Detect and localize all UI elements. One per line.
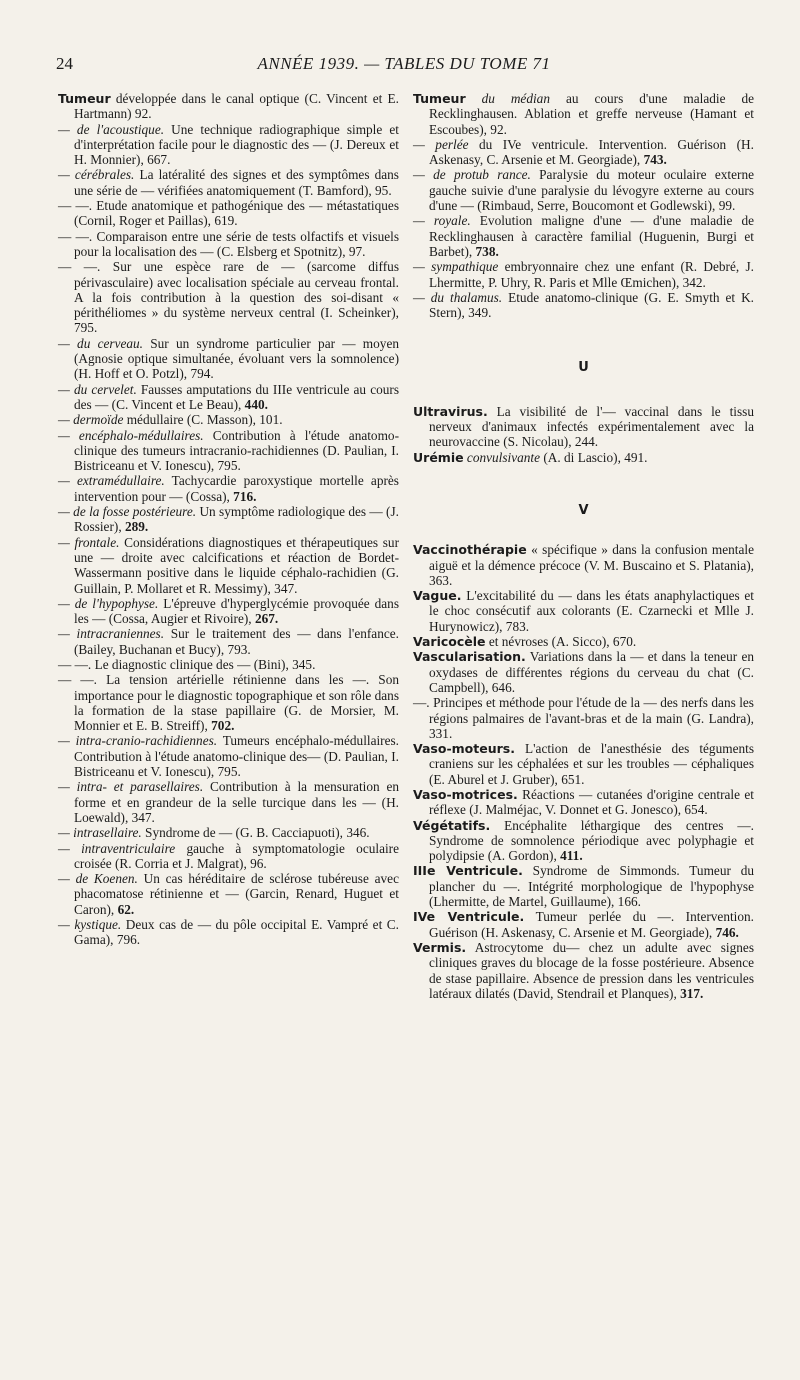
headword: Vaso-motrices. — [413, 786, 518, 802]
index-entry — [413, 289, 754, 321]
headword: Vaso-moteurs. — [413, 741, 515, 757]
index-entry — [413, 909, 754, 940]
index-entry — [413, 786, 754, 818]
entry-text: —. Principes et méthode pour l'étude de la — des nerfs dans les régions palmaires de l'avant-bras et de la main (G. Landra), 331. — [413, 695, 754, 741]
headword: IVe Ventricule. — [413, 909, 525, 925]
index-entry — [413, 588, 754, 634]
headword: Ultravirus. — [413, 403, 488, 419]
entry-text: L'action de l'anesthésie des téguments craniens sur les céphalées et sur les troubles — céphaliques (E. Aburel et J. Gruber), 651. — [429, 741, 754, 787]
entry-text: — —. Etude anatomique et pathogénique des — métastatiques (Cornil, Roger et Paillas), 619. — [58, 198, 399, 229]
subentry: — de protub rance. — [413, 167, 531, 183]
page-ref: 411. — [560, 848, 583, 864]
entry-text: La visibilité de l'— vaccinal dans le tissu nerveux d'animaux infectés expérimentalement avec la neurovaccine (S. Nicolau), 244. — [429, 403, 754, 450]
subentry: — intra-cranio-rachidiennes. — [58, 733, 218, 749]
subentry: — intra- et parasellaires. — [58, 779, 204, 795]
index-entry — [58, 595, 400, 627]
subentry: — de Koenen. — [58, 871, 138, 887]
subentry: — du cerveau. — [58, 335, 144, 351]
headword: Vaccinothérapie — [413, 542, 527, 558]
page-ref: 702. — [211, 718, 235, 734]
entry-text: Contribution à la mensuration en forme et en grandeur de la selle turcique dans les — (H. Loewald), 347. — [74, 779, 399, 825]
index-entry — [413, 91, 754, 137]
entry-text: Etude anatomo-clinique (G. E. Smyth et K. Stern), 349. — [429, 289, 754, 321]
entry-text: L'excitabilité du — dans les états anaphylactiques et le choc consécutif aux colorants (E. Czarnecki et Mlle J. Hurynowicz), 783. — [429, 588, 754, 634]
entry-text: médullaire (C. Masson), 101. — [123, 412, 283, 428]
entry-text: La latéralité des signes et des symptômes dans une série de — vérifiées anatomiquement (T. Bamford), 95. — [74, 167, 399, 198]
index-entry — [58, 335, 399, 382]
entry-text: Fausses amputations du IIIe ventricule au cours des — (C. Vincent et Le Beau), — [74, 381, 399, 412]
right-entries-u — [413, 404, 754, 465]
headword: Vascularisation. — [413, 649, 526, 665]
subentry: — perlée — [413, 136, 469, 152]
entry-text: Evolution maligne d'une — d'une maladie de Recklinghausen à caractère familial (Huguenin, Burgi et Barbet), — [429, 213, 755, 259]
headword: Varicocèle — [413, 634, 486, 650]
right-entries-v — [413, 542, 754, 1001]
page-ref: 62. — [117, 901, 135, 917]
entry-text: Tumeur perlée du —. Intervention. Guérison (H. Askenasy, C. Arsenie et M. Georgiade), — [429, 909, 754, 940]
entry-text: embryonnaire chez une enfant (R. Debré, J. Lhermitte, P. Uhry, R. Paris et Mlle Œmichen), 342. — [429, 259, 755, 290]
index-entry — [413, 817, 754, 864]
page-ref: 746. — [715, 924, 739, 940]
subentry: — sympathique — [413, 259, 499, 275]
subentry: — royale. — [413, 213, 471, 229]
index-entry — [58, 779, 399, 825]
subentry: — cérébrales. — [58, 167, 135, 183]
entry-text: Deux cas de — du pôle occipital E. Vampré et C. Gama), 796. — [74, 917, 399, 948]
entry-text: Syndrome de — (G. B. Cacciapuoti), 346. — [141, 825, 370, 841]
entry-text: Réactions — cutanées d'origine centrale et réflexe (J. Malméjac, V. Donnet et G. Jonesco), 654. — [429, 786, 754, 818]
index-entry — [413, 695, 754, 741]
page-ref: 716. — [233, 488, 257, 504]
section-letter-v: V — [578, 502, 589, 518]
subentry: — intrasellaire. — [58, 825, 142, 841]
page-ref: 267. — [254, 611, 279, 627]
entry-text: « spécifique » dans la confusion mentale aiguë et la démence précoce (V. M. Buscaino et S. Platania), 363. — [429, 542, 754, 588]
entry-text: Un symptôme radiologique des — (J. Rossier), — [74, 504, 399, 535]
index-entry — [413, 449, 754, 465]
index-entry — [58, 656, 399, 672]
index-entry — [58, 917, 399, 948]
index-entry — [413, 741, 754, 787]
entry-text: — —. La tension artérielle rétinienne dans les —. Son importance pour le diagnostic topographique et son rôle dans la formation de la stase papillaire (G. de Morsier, M. Monnier et E. B. Streiff), — [58, 672, 399, 734]
index-entry — [413, 863, 754, 910]
subentry: — de la fosse postérieure. — [58, 504, 197, 520]
entry-text: Paralysie du moteur oculaire externe gauche suivie d'une paralysie du lévogyre externe au cours d'une — (Rimbaud, Serre, Boucomont et Godlewski), 99. — [429, 167, 755, 214]
subentry: du médian — [465, 91, 550, 106]
index-entry — [413, 403, 754, 450]
page-ref: 743. — [643, 152, 667, 168]
running-head — [56, 54, 752, 78]
subentry: — kystique. — [58, 917, 122, 933]
page-ref: 440. — [244, 396, 268, 412]
headword: IIIe Ventricule. — [413, 863, 523, 879]
subentry: — intracraniennes. — [58, 626, 165, 642]
index-entry — [58, 626, 399, 657]
entry-text: Encéphalite léthargique des centres —. Syndrome de somnolence périodique avec polyphagie et polydipsie (A. Gordon), — [429, 817, 754, 864]
entry-text: Considérations diagnostiques et thérapeutiques sur une — droite avec calcifications et réaction de Bordet-Wassermann positive dans le liquide céphalo-rachidien (G. Guillain, P. Mollaret et R. Messimy), 347. — [74, 534, 399, 596]
subentry: — encéphalo-médullaires. — [58, 427, 204, 443]
subentry: — frontale. — [58, 534, 120, 550]
entry-text: Syndrome de Simmonds. Tumeur du plancher du —. Intégrité morphologique de l'hypophyse (Lhermitte, de Martel, Guillaume), 166. — [429, 863, 754, 910]
index-entry — [58, 534, 399, 596]
entry-text: Variations dans la — et dans la teneur en oxydases de différentes régions du cerveau du chat (C. Campbell), 646. — [429, 649, 754, 695]
index-entry — [58, 91, 399, 122]
right-entries-tumeur — [413, 91, 754, 320]
page-ref: 317. — [680, 985, 704, 1001]
index-entry — [58, 733, 400, 780]
subentry: — extramédullaire. — [58, 473, 165, 489]
headword: Tumeur — [413, 91, 466, 106]
entry-text: Tachycardie paroxystique mortelle après intervention pour — (Cossa), — [74, 473, 399, 504]
left-column — [58, 91, 399, 948]
index-entry — [58, 840, 399, 872]
index-entry — [58, 121, 399, 168]
index-entry — [58, 504, 399, 535]
headword: Urémie — [413, 449, 464, 465]
subentry: — dermoïde — [58, 412, 124, 428]
page-ref: 289. — [124, 519, 149, 535]
entry-text: — —. Sur une espèce rare de — (sarcome diffus périvasculaire) avec localisation spéciale au cerveau frontal. A la fois contribution à la question des soi-disant « périthéliomes » du système nerveux central (I. Scheinker), 795. — [58, 259, 399, 336]
entry-text: Astrocytome du— chez un adulte avec signes cliniques graves du blocage de la fosse postérieure. Absence de stase papillaire. Absence de pression dans les ventricules latéraux dilatés (David, Stendrail et Planques), — [429, 939, 754, 1001]
page-ref: 738. — [475, 243, 499, 259]
headword: Végétatifs. — [413, 817, 491, 833]
entry-text: L'épreuve d'hyperglycémie provoquée dans les — (Cossa, Augier et Rivoire), — [74, 595, 400, 627]
entry-text: Contribution à l'étude anatomo-clinique des tumeurs intracranio-rachidiennes (D. Paulian, I. Bistriceanu et V. Ionescu), 795. — [74, 427, 399, 474]
entry-text: gauche à symptomatologie oculaire croisée (R. Corria et J. Malgrat), 96. — [74, 840, 399, 871]
entry-text: — —. Comparaison entre une série de tests olfactifs et visuels pour la localisation des — (C. Elsberg et Spotnitz), 97. — [58, 228, 399, 259]
entry-text: et névroses (A. Sicco), 670. — [485, 634, 637, 650]
index-entry — [413, 634, 754, 650]
index-entry — [58, 871, 399, 917]
headword: Vermis. — [413, 939, 467, 955]
entry-text: Tumeurs encéphalo-médullaires. Contribution à l'étude anatomo-clinique des— (D. Paulian, I. Bistriceanu et V. Ionescu), 795. — [74, 733, 400, 780]
index-entry — [58, 259, 399, 336]
headword: Tumeur — [58, 91, 111, 106]
subentry: — du cervelet. — [58, 381, 137, 397]
entry-text: — —. Le diagnostic clinique des — (Bini), 345. — [58, 656, 316, 672]
entry-text: (A. di Lascio), 491. — [540, 449, 648, 465]
index-entry — [58, 228, 399, 260]
entry-text: Un cas héréditaire de sclérose tubéreuse avec phacomatose rétinienne et — (Garcin, Renard, Huguet et Caron), — [74, 871, 399, 917]
entry-text: Une technique radiographique simple et d'interprétation facile pour le diagnostic des — (J. Dereux et H. Monnier), 667. — [74, 121, 399, 168]
index-entry — [58, 381, 399, 413]
index-entry — [58, 167, 399, 198]
index-entry — [58, 198, 399, 229]
subentry: — intraventriculaire — [58, 840, 176, 856]
subentry: — de l'hypophyse. — [58, 595, 159, 611]
subentry: — de l'acoustique. — [58, 121, 165, 137]
index-entry — [413, 167, 755, 214]
entry-text: au cours d'une maladie de Recklinghausen. Ablation et greffe nerveuse (Hamant et Escoubes), 92. — [429, 91, 754, 137]
entry-text: Sur le traitement des — dans l'enfance. (Bailey, Buchanan et Bucy), 793. — [74, 626, 399, 657]
index-entry — [58, 825, 399, 841]
subentry: convulsivante — [463, 449, 541, 465]
index-entry — [58, 473, 399, 504]
index-entry — [58, 672, 399, 734]
index-entry — [413, 259, 755, 290]
section-letter-u: U — [578, 360, 589, 376]
index-entry — [58, 412, 399, 428]
headword: Vague. — [413, 588, 462, 604]
subentry: — du thalamus. — [413, 289, 503, 305]
index-entry — [413, 542, 754, 588]
entry-text: développée dans le canal optique (C. Vincent et E. Hartmann) 92. — [74, 91, 399, 122]
index-entry — [413, 649, 754, 695]
right-column — [413, 91, 754, 1001]
entry-text: Sur un syndrome particulier par — moyen (Agnosie optique simultanée, évoluant vers la somnolence) (H. Hoff et O. Potzl), 794. — [74, 335, 399, 382]
page-number: 24 — [56, 54, 73, 73]
index-entry — [413, 213, 755, 259]
index-entry — [413, 939, 754, 1001]
entry-text: du IVe ventricule. Intervention. Guérison (H. Askenasy, C. Arsenie et M. Georgiade), — [429, 136, 754, 168]
running-title: ANNÉE 1939. — TABLES DU TOME 71 — [257, 54, 551, 73]
index-entry — [413, 136, 754, 168]
index-entry — [58, 427, 399, 474]
